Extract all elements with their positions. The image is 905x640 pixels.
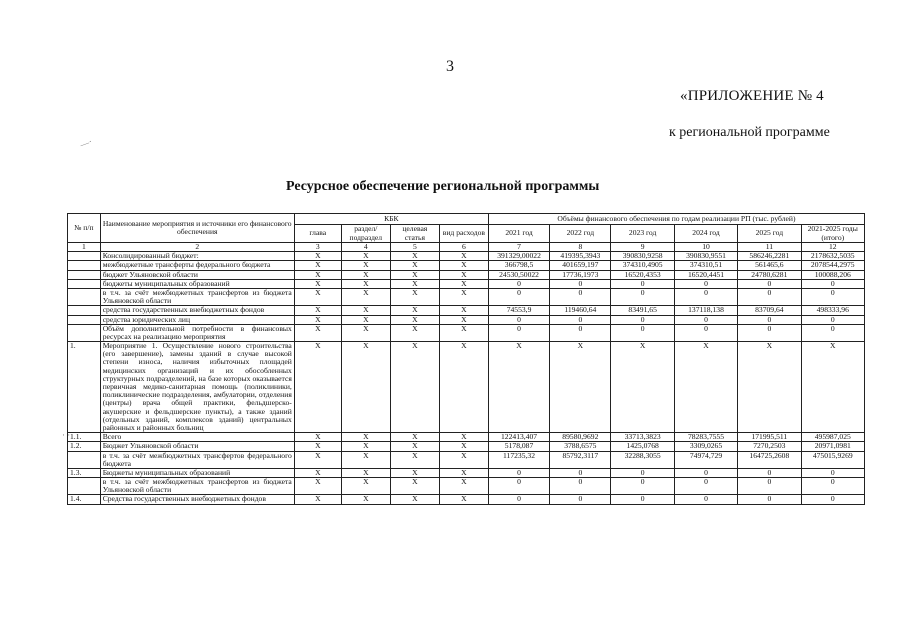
value-cell: 85792,3117 xyxy=(550,451,611,468)
value-cell: 74553,9 xyxy=(488,306,549,315)
kbk-cell: X xyxy=(390,451,439,468)
header-volumes: Объёмы финансового обеспечения по годам реализации РП (тыс. рублей) xyxy=(488,214,864,225)
row-number xyxy=(68,306,101,315)
value-cell: 0 xyxy=(611,279,674,288)
table-row xyxy=(68,252,865,261)
kbk-cell: X xyxy=(341,442,390,451)
value-cell: 2178632,5035 xyxy=(801,252,864,261)
value-cell: 0 xyxy=(738,279,801,288)
value-cell: 3788,6575 xyxy=(550,442,611,451)
row-number xyxy=(68,288,101,305)
row-name: средства юридических лиц xyxy=(100,315,294,324)
header-year-2021: 2021 год xyxy=(488,225,549,243)
column-index-cell: 3 xyxy=(294,243,341,252)
value-cell: 17736,1973 xyxy=(550,270,611,279)
header-kbk: КБК xyxy=(294,214,488,225)
kbk-cell: X xyxy=(439,451,488,468)
table-row xyxy=(68,442,865,451)
kbk-cell: X xyxy=(341,315,390,324)
value-cell: 0 xyxy=(738,478,801,495)
value-cell: 100088,206 xyxy=(801,270,864,279)
value-cell: 495987,025 xyxy=(801,433,864,442)
kbk-cell: X xyxy=(439,261,488,270)
kbk-cell: X xyxy=(294,261,341,270)
header-year-total: 2021-2025 годы (итого) xyxy=(801,225,864,243)
header-year-2023: 2023 год xyxy=(611,225,674,243)
document-title: Ресурсное обеспечение региональной программы xyxy=(286,179,600,194)
value-cell: 0 xyxy=(674,315,737,324)
table-row xyxy=(68,451,865,468)
kbk-cell: X xyxy=(294,451,341,468)
kbk-cell: X xyxy=(390,478,439,495)
column-index-cell: 9 xyxy=(611,243,674,252)
value-cell: 0 xyxy=(738,288,801,305)
value-cell: 137118,138 xyxy=(674,306,737,315)
table-row xyxy=(68,342,865,433)
header-num: № п/п xyxy=(68,214,101,243)
kbk-cell: X xyxy=(439,433,488,442)
table-body xyxy=(68,252,865,504)
value-cell: 2078544,2975 xyxy=(801,261,864,270)
header-kbk-target: целевая статья xyxy=(390,225,439,243)
kbk-cell: X xyxy=(294,433,341,442)
value-cell: 374310,4905 xyxy=(611,261,674,270)
kbk-cell: X xyxy=(294,342,341,433)
kbk-cell: X xyxy=(439,342,488,433)
header-name: Наименование мероприятия и источники его финансового обеспечения xyxy=(100,214,294,243)
row-name: в т.ч. за счёт межбюджетных трансфертов из бюджета Ульяновской области xyxy=(100,478,294,495)
value-cell: 117235,32 xyxy=(488,451,549,468)
value-cell: 0 xyxy=(611,324,674,341)
value-cell: 24530,50022 xyxy=(488,270,549,279)
value-cell: 0 xyxy=(674,288,737,305)
kbk-cell: X xyxy=(341,342,390,433)
value-cell: X xyxy=(738,342,801,433)
kbk-cell: X xyxy=(390,342,439,433)
value-cell: 374310,51 xyxy=(674,261,737,270)
value-cell: 122413,407 xyxy=(488,433,549,442)
kbk-cell: X xyxy=(439,468,488,477)
column-index-cell: 8 xyxy=(550,243,611,252)
table-row xyxy=(68,478,865,495)
value-cell: 171995,511 xyxy=(738,433,801,442)
table-row xyxy=(68,279,865,288)
row-name: Бюджет Ульяновской области xyxy=(100,442,294,451)
row-name: Бюджеты муниципальных образований xyxy=(100,468,294,477)
value-cell: 0 xyxy=(550,315,611,324)
table-row xyxy=(68,468,865,477)
row-name: Объём дополнительной потребности в финансовых ресурсах на реализацию мероприятия xyxy=(100,324,294,341)
kbk-cell: X xyxy=(341,478,390,495)
value-cell: X xyxy=(611,342,674,433)
kbk-cell: X xyxy=(439,270,488,279)
value-cell: 0 xyxy=(674,279,737,288)
row-number: 1.3. xyxy=(68,468,101,477)
kbk-cell: X xyxy=(294,468,341,477)
kbk-cell: X xyxy=(390,306,439,315)
kbk-cell: X xyxy=(341,468,390,477)
kbk-cell: X xyxy=(390,288,439,305)
value-cell: 0 xyxy=(550,478,611,495)
column-index-cell: 2 xyxy=(100,243,294,252)
row-number xyxy=(68,279,101,288)
value-cell: 0 xyxy=(801,478,864,495)
value-cell: 20971,0981 xyxy=(801,442,864,451)
kbk-cell: X xyxy=(294,442,341,451)
value-cell: 0 xyxy=(550,468,611,477)
value-cell: 0 xyxy=(488,478,549,495)
row-number xyxy=(68,261,101,270)
value-cell: 0 xyxy=(488,324,549,341)
page-number: 3 xyxy=(446,58,454,75)
value-cell: 74974,729 xyxy=(674,451,737,468)
kbk-cell: X xyxy=(341,306,390,315)
value-cell: X xyxy=(801,342,864,433)
row-name: межбюджетные трансферты федерального бюджета xyxy=(100,261,294,270)
value-cell: 3309,0265 xyxy=(674,442,737,451)
column-index-cell: 4 xyxy=(341,243,390,252)
row-number xyxy=(68,451,101,468)
column-index-cell: 12 xyxy=(801,243,864,252)
value-cell: 83709,64 xyxy=(738,306,801,315)
value-cell: 401659,197 xyxy=(550,261,611,270)
kbk-cell: X xyxy=(390,270,439,279)
value-cell: 0 xyxy=(674,495,737,504)
header-year-2022: 2022 год xyxy=(550,225,611,243)
kbk-cell: X xyxy=(439,324,488,341)
kbk-cell: X xyxy=(390,315,439,324)
row-name: Консолидированный бюджет: xyxy=(100,252,294,261)
value-cell: 0 xyxy=(611,478,674,495)
table-row xyxy=(68,433,865,442)
value-cell: X xyxy=(488,342,549,433)
column-index-cell: 5 xyxy=(390,243,439,252)
value-cell: 586246,2281 xyxy=(738,252,801,261)
appendix-subtitle: к региональной программе xyxy=(669,125,830,140)
value-cell: 0 xyxy=(801,468,864,477)
kbk-cell: X xyxy=(294,315,341,324)
value-cell: 1425,0768 xyxy=(611,442,674,451)
row-name: бюджет Ульяновской области xyxy=(100,270,294,279)
kbk-cell: X xyxy=(390,324,439,341)
kbk-cell: X xyxy=(439,288,488,305)
value-cell: 0 xyxy=(801,315,864,324)
kbk-cell: X xyxy=(294,478,341,495)
kbk-cell: X xyxy=(341,288,390,305)
value-cell: 0 xyxy=(488,468,549,477)
kbk-cell: X xyxy=(390,442,439,451)
row-number: 1. xyxy=(68,342,101,433)
kbk-cell: X xyxy=(439,279,488,288)
value-cell: 33713,3823 xyxy=(611,433,674,442)
column-index-cell: 10 xyxy=(674,243,737,252)
value-cell: 0 xyxy=(488,495,549,504)
kbk-cell: X xyxy=(341,495,390,504)
column-index-cell: 6 xyxy=(439,243,488,252)
value-cell: 32288,3055 xyxy=(611,451,674,468)
value-cell: 391329,00022 xyxy=(488,252,549,261)
kbk-cell: X xyxy=(439,478,488,495)
row-name: в т.ч. за счёт межбюджетных трансфертов федерального бюджета xyxy=(100,451,294,468)
kbk-cell: X xyxy=(439,306,488,315)
value-cell: 24780,6281 xyxy=(738,270,801,279)
value-cell: 0 xyxy=(674,324,737,341)
value-cell: 78283,7555 xyxy=(674,433,737,442)
value-cell: 390830,9551 xyxy=(674,252,737,261)
kbk-cell: X xyxy=(341,261,390,270)
value-cell: 0 xyxy=(801,495,864,504)
header-kbk-type: вид расходов xyxy=(439,225,488,243)
row-number: 1.1. xyxy=(68,433,101,442)
value-cell: X xyxy=(550,342,611,433)
kbk-cell: X xyxy=(294,324,341,341)
header-kbk-section: раздел/ подраздел xyxy=(341,225,390,243)
table-row xyxy=(68,495,865,504)
row-number xyxy=(68,478,101,495)
value-cell: 83491,65 xyxy=(611,306,674,315)
value-cell: 0 xyxy=(550,324,611,341)
header-year-2025: 2025 год xyxy=(738,225,801,243)
kbk-cell: X xyxy=(341,252,390,261)
kbk-cell: X xyxy=(294,279,341,288)
value-cell: 5178,087 xyxy=(488,442,549,451)
value-cell: 0 xyxy=(801,324,864,341)
value-cell: 0 xyxy=(738,468,801,477)
kbk-cell: X xyxy=(341,270,390,279)
value-cell: 0 xyxy=(801,279,864,288)
value-cell: 0 xyxy=(550,288,611,305)
kbk-cell: X xyxy=(439,252,488,261)
value-cell: 119460,64 xyxy=(550,306,611,315)
value-cell: 0 xyxy=(674,478,737,495)
column-index-cell: 1 xyxy=(68,243,101,252)
kbk-cell: X xyxy=(341,451,390,468)
value-cell: 16520,4353 xyxy=(611,270,674,279)
value-cell: 0 xyxy=(611,468,674,477)
value-cell: 366798,5 xyxy=(488,261,549,270)
row-number xyxy=(68,324,101,341)
value-cell: 0 xyxy=(611,288,674,305)
row-number xyxy=(68,270,101,279)
kbk-cell: X xyxy=(390,468,439,477)
value-cell: 0 xyxy=(488,279,549,288)
kbk-cell: X xyxy=(294,306,341,315)
row-name: Средства государственных внебюджетных фондов xyxy=(100,495,294,504)
kbk-cell: X xyxy=(390,433,439,442)
value-cell: 475015,9269 xyxy=(801,451,864,468)
value-cell: 0 xyxy=(611,495,674,504)
value-cell: 498333,96 xyxy=(801,306,864,315)
kbk-cell: X xyxy=(390,252,439,261)
value-cell: 0 xyxy=(550,279,611,288)
kbk-cell: X xyxy=(294,252,341,261)
value-cell: 89580,9692 xyxy=(550,433,611,442)
kbk-cell: X xyxy=(439,495,488,504)
table-row xyxy=(68,324,865,341)
resource-table xyxy=(67,213,865,505)
value-cell: 419395,3943 xyxy=(550,252,611,261)
table-row xyxy=(68,270,865,279)
row-number: 1.4. xyxy=(68,495,101,504)
row-number xyxy=(68,315,101,324)
table-row xyxy=(68,306,865,315)
column-index-row xyxy=(68,243,865,252)
header-year-2024: 2024 год xyxy=(674,225,737,243)
value-cell: 0 xyxy=(550,495,611,504)
kbk-cell: X xyxy=(390,261,439,270)
kbk-cell: X xyxy=(341,433,390,442)
row-number: 1.2. xyxy=(68,442,101,451)
scan-artifact: —· xyxy=(78,136,94,150)
value-cell: 0 xyxy=(611,315,674,324)
row-name: средства государственных внебюджетных фондов xyxy=(100,306,294,315)
value-cell: 390830,9258 xyxy=(611,252,674,261)
value-cell: 0 xyxy=(488,315,549,324)
kbk-cell: X xyxy=(294,288,341,305)
kbk-cell: X xyxy=(390,495,439,504)
scan-artifact: · · xyxy=(62,430,71,440)
kbk-cell: X xyxy=(294,270,341,279)
value-cell: 0 xyxy=(488,288,549,305)
value-cell: 0 xyxy=(738,324,801,341)
kbk-cell: X xyxy=(341,324,390,341)
row-name: бюджеты муниципальных образований xyxy=(100,279,294,288)
table-row xyxy=(68,315,865,324)
value-cell: 561465,6 xyxy=(738,261,801,270)
value-cell: 7270,2503 xyxy=(738,442,801,451)
value-cell: 0 xyxy=(738,315,801,324)
value-cell: 0 xyxy=(674,468,737,477)
table-row xyxy=(68,261,865,270)
row-name: Всего xyxy=(100,433,294,442)
value-cell: 164725,2608 xyxy=(738,451,801,468)
column-index-cell: 11 xyxy=(738,243,801,252)
row-number xyxy=(68,252,101,261)
kbk-cell: X xyxy=(439,315,488,324)
value-cell: 0 xyxy=(738,495,801,504)
value-cell: 16520,4451 xyxy=(674,270,737,279)
kbk-cell: X xyxy=(390,279,439,288)
table-row xyxy=(68,288,865,305)
appendix-title: «ПРИЛОЖЕНИЕ № 4 xyxy=(680,88,824,104)
kbk-cell: X xyxy=(341,279,390,288)
kbk-cell: X xyxy=(439,442,488,451)
header-kbk-chapter: глава xyxy=(294,225,341,243)
kbk-cell: X xyxy=(294,495,341,504)
row-name: Мероприятие 1. Осуществление нового строительства (его завершение), замены зданий в случае высокой степени износа, наличия избыточных площадей медицинских организаций и их обособленных структурных подразделений, на базе которых оказывается первичная медико-санитарная помощь (поликлиники, поликлинические подразделения, амбулатории, отделения (центры) врача общей практики, фельдшерско-акушерские и фельдшерские пункты), а также зданий (отдельных зданий, комплексов зданий) центральных районных и районных больниц xyxy=(100,342,294,433)
column-index-cell: 7 xyxy=(488,243,549,252)
value-cell: X xyxy=(674,342,737,433)
value-cell: 0 xyxy=(801,288,864,305)
row-name: в т.ч. за счёт межбюджетных трансфертов из бюджета Ульяновской области xyxy=(100,288,294,305)
